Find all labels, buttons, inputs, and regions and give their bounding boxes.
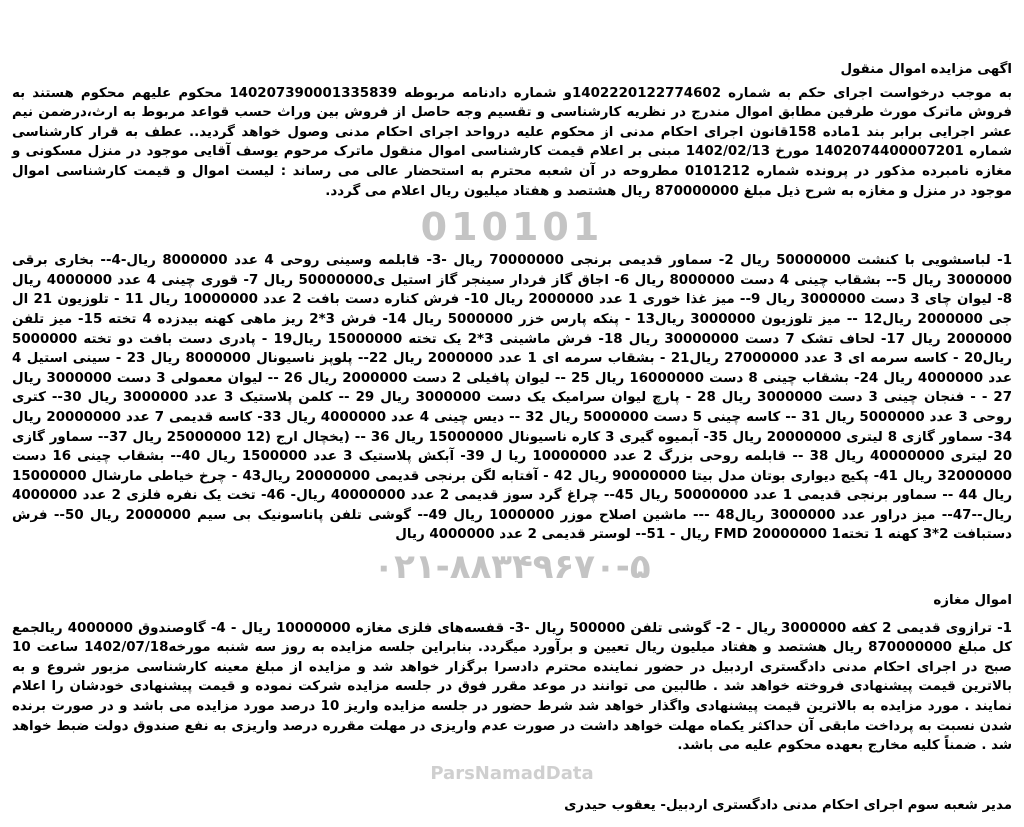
notice-title: اگهی مزایده اموال منقول: [840, 62, 1012, 77]
watermark-brand: ParsNamadData: [430, 762, 594, 784]
signature: مدیر شعبه سوم اجرای احکام مدنی دادگستری اردبیل- یعقوب حیدری: [564, 797, 1012, 813]
home-items-list: 1- لباسشویی با کنشت 50000000 ریال 2- سماور قدیمی برنجی 70000000 ریال -3- قابلمه وسینی روحی 4 عدد 8000000 ریال-4-- بخاری برقی 3000000 ریال 5-- بشقاب چینی 4 دست 8000000 ریال 6- اجاق گاز فردار سینجر گاز استیل ی50000000 ریال 7- قوری چینی 4 عدد 4000000 ریال 8- لیوان چای 3 دست 3000000 ریال 9-- میز غذا خوری 1 عدد 2000000 ریال 10- فرش کناره دست بافت 2 عدد 10000000 ریال 11 - تلوزیون 21 ال جی 2000000 ریال12 -- میز تلوزیون 3000000 ریال13 - پنکه پارس خزر 5000000 ریال 14- فرش 3*2 ریز ماهی کهنه بیدزده 4 تخته 15- میز تلفن 2000000 ریال 17- لحاف تشک 7 دست 30000000 ریال 18- فرش ماشینی 3*2 یک تخته 15000000 ریال19 - پادری دست بافت دو تخته 5000000 ریال20 - کاسه سرمه ای 3 عدد 27000000 ریال21 - بشقاب سرمه ای 1 عدد 2000000 ریال 22-- پلوپز ناسیونال 8000000 ریال 23 - سینی استیل 4 عدد 4000000 ریال 24- بشقاب چینی 8 دست 16000000 ریال 25 -- لیوان پافیلی 2 دست 2000000 ریال 26 -- لیوان معمولی 3 دست 3000000 ریال 27 - - فنجان چینی 3 دست 3000000 ریال 28 - پارچ لیوان سرامیک یک دست 3000000 ریال 29 -- کلمن پلاستیک 3 عدد 3000000 ریال 30-- کتری روحی 3 عدد 5000000 ریال 31 -- کاسه چینی 5 دست 5000000 ریال 32 -- دیس چینی 4 عدد 4000000 ریال 33- کاسه قدیمی 7 عدد 20000000 ریال 34- سماور گازی 8 لیتری 20000000 ریال 35- آبمیوه گیری 3 کاره ناسیونال 15000000 ریال 36 -- (یخچال ارج (12 25000000 ریال 37-- سماور گازی 20 لیتری 40000000 ریال 38 -- قابلمه روحی بزرگ 2 عدد 10000000 ریا ل 39- آبکش پلاستیک 3 عدد 1500000 ریال 40-- بشقاب چینی 16 دست 32000000 ریال 41- پکیج دیواری بوتان مدل بیتا 90000000 ریال 42 - آفتابه لگن برنجی قدیمی 20000000 ریال43 - چرخ خیاطی مارشال 15000000 ریال 44 -- سماور برنجی قدیمی 1 عدد 50000000 ریال 45-- چراغ گرد سوز قدیمی 2 عدد 40000000 ریال- 46- تخت یک نفره فلزی 2 عدد 4000000 ریال--47-- میز دراور عدد 3000000 ریال48 --- ماشین اصلاح موزر 1000000 ریال 49-- گوشی تلفن پاناسونیک بی سیم 2000000 ریال 50-- فرش دستبافت 2*3 کهنه 1 تخته1 FMD 20000000 ریال - 51-- لوستر قدیمی 2 عدد 4000000 ریال: [12, 253, 1013, 543]
intro-paragraph: به موجب درخواست اجرای حکم به شماره 140222012277460‌2و شماره دادنامه مربوطه 140207390001335839 محکوم علیهم محکوم هستند به فروش ماترک مورث طرفین مطابق اموال مندرج در نظریه کارشناسی و تقسیم وجه حاصل از فروش بین وراث حسب قواعد مربوط به ارث،درضمن نیم عشر اجرایی برابر بند 1ماده 158قانون اجرای احکام مدنی از محکوم علیه درواحد اجرای احکام مدنی وصول خواهد گردید.. عطف به قرار کارشناسی شماره 1402074400007201 مورخ 1402/02/13 مبنی بر اعلام قیمت کارشناسی اموال منقول ماترک مرحوم یوسف آقایی موجود در منزل مسکونی و مغازه نامبرده مذکور در پرونده شماره 0101212 مطروحه در آن شعبه محترم به استحضار عالی می رساند : لیست اموال و قیمت کارشناسی اموال موجود در منزل و مغازه به شرح ذیل مبلغ 870000000 ریال هشتصد و هفتاد میلیون ریال اعلام می گردد.: [12, 85, 1013, 199]
shop-heading: اموال مغازه: [933, 593, 1012, 609]
watermark-code: 010101: [420, 205, 604, 250]
watermark-phone: ۰۲۱-۸۸۳۴۹۶۷۰-۵: [373, 547, 651, 588]
shop-items-and-terms: 1- ترازوی قدیمی 2 کفه 3000000 ریال - 2- گوشی تلفن 500000 ریال -3- قفسه‌های فلزی مغازه 10000000 ریال - 4- گاوصندوق 4000000 ریالجمع کل مبلغ 870000000 ریال هشتصد و هفتاد میلیون ریال تعیین و برآورد میگردد. بنابراین جلسه مزایده به روز سه شنبه مورخه1402/07/18 ساعت 10 صبح در اجرای احکام مدنی دادگستری اردبیل در حضور نماینده محترم دادسرا برگزار خواهد شد و مزایده از مبلغ معینه کارشناسی مزبور شروع و به بالاترین قیمت پیشنهادی فروخته خواهد شد . طالبین می توانند در موعد مقرر فوق در جلسه مزایده شرکت نموده و قیمت پیشنهادی خودشان را اعلام نمایند . مورد مزایده به بالاترین قیمت پیشنهادی واگذار خواهد شد شرط حضور در جلسه مزایده واریز 10 درصد مورد مزایده می باشد و در صورت برنده شدن نسبت به پرداخت مابقی آن حداکثر یکماه مهلت خواهد داشت در صورت عدم واریزی در مهلت مقرره درصد واریزی به نفع صندوق دولت ضبط خواهد شد . ضمناً کلیه مخارج بعهده محکوم علیه می باشد.: [12, 620, 1013, 754]
